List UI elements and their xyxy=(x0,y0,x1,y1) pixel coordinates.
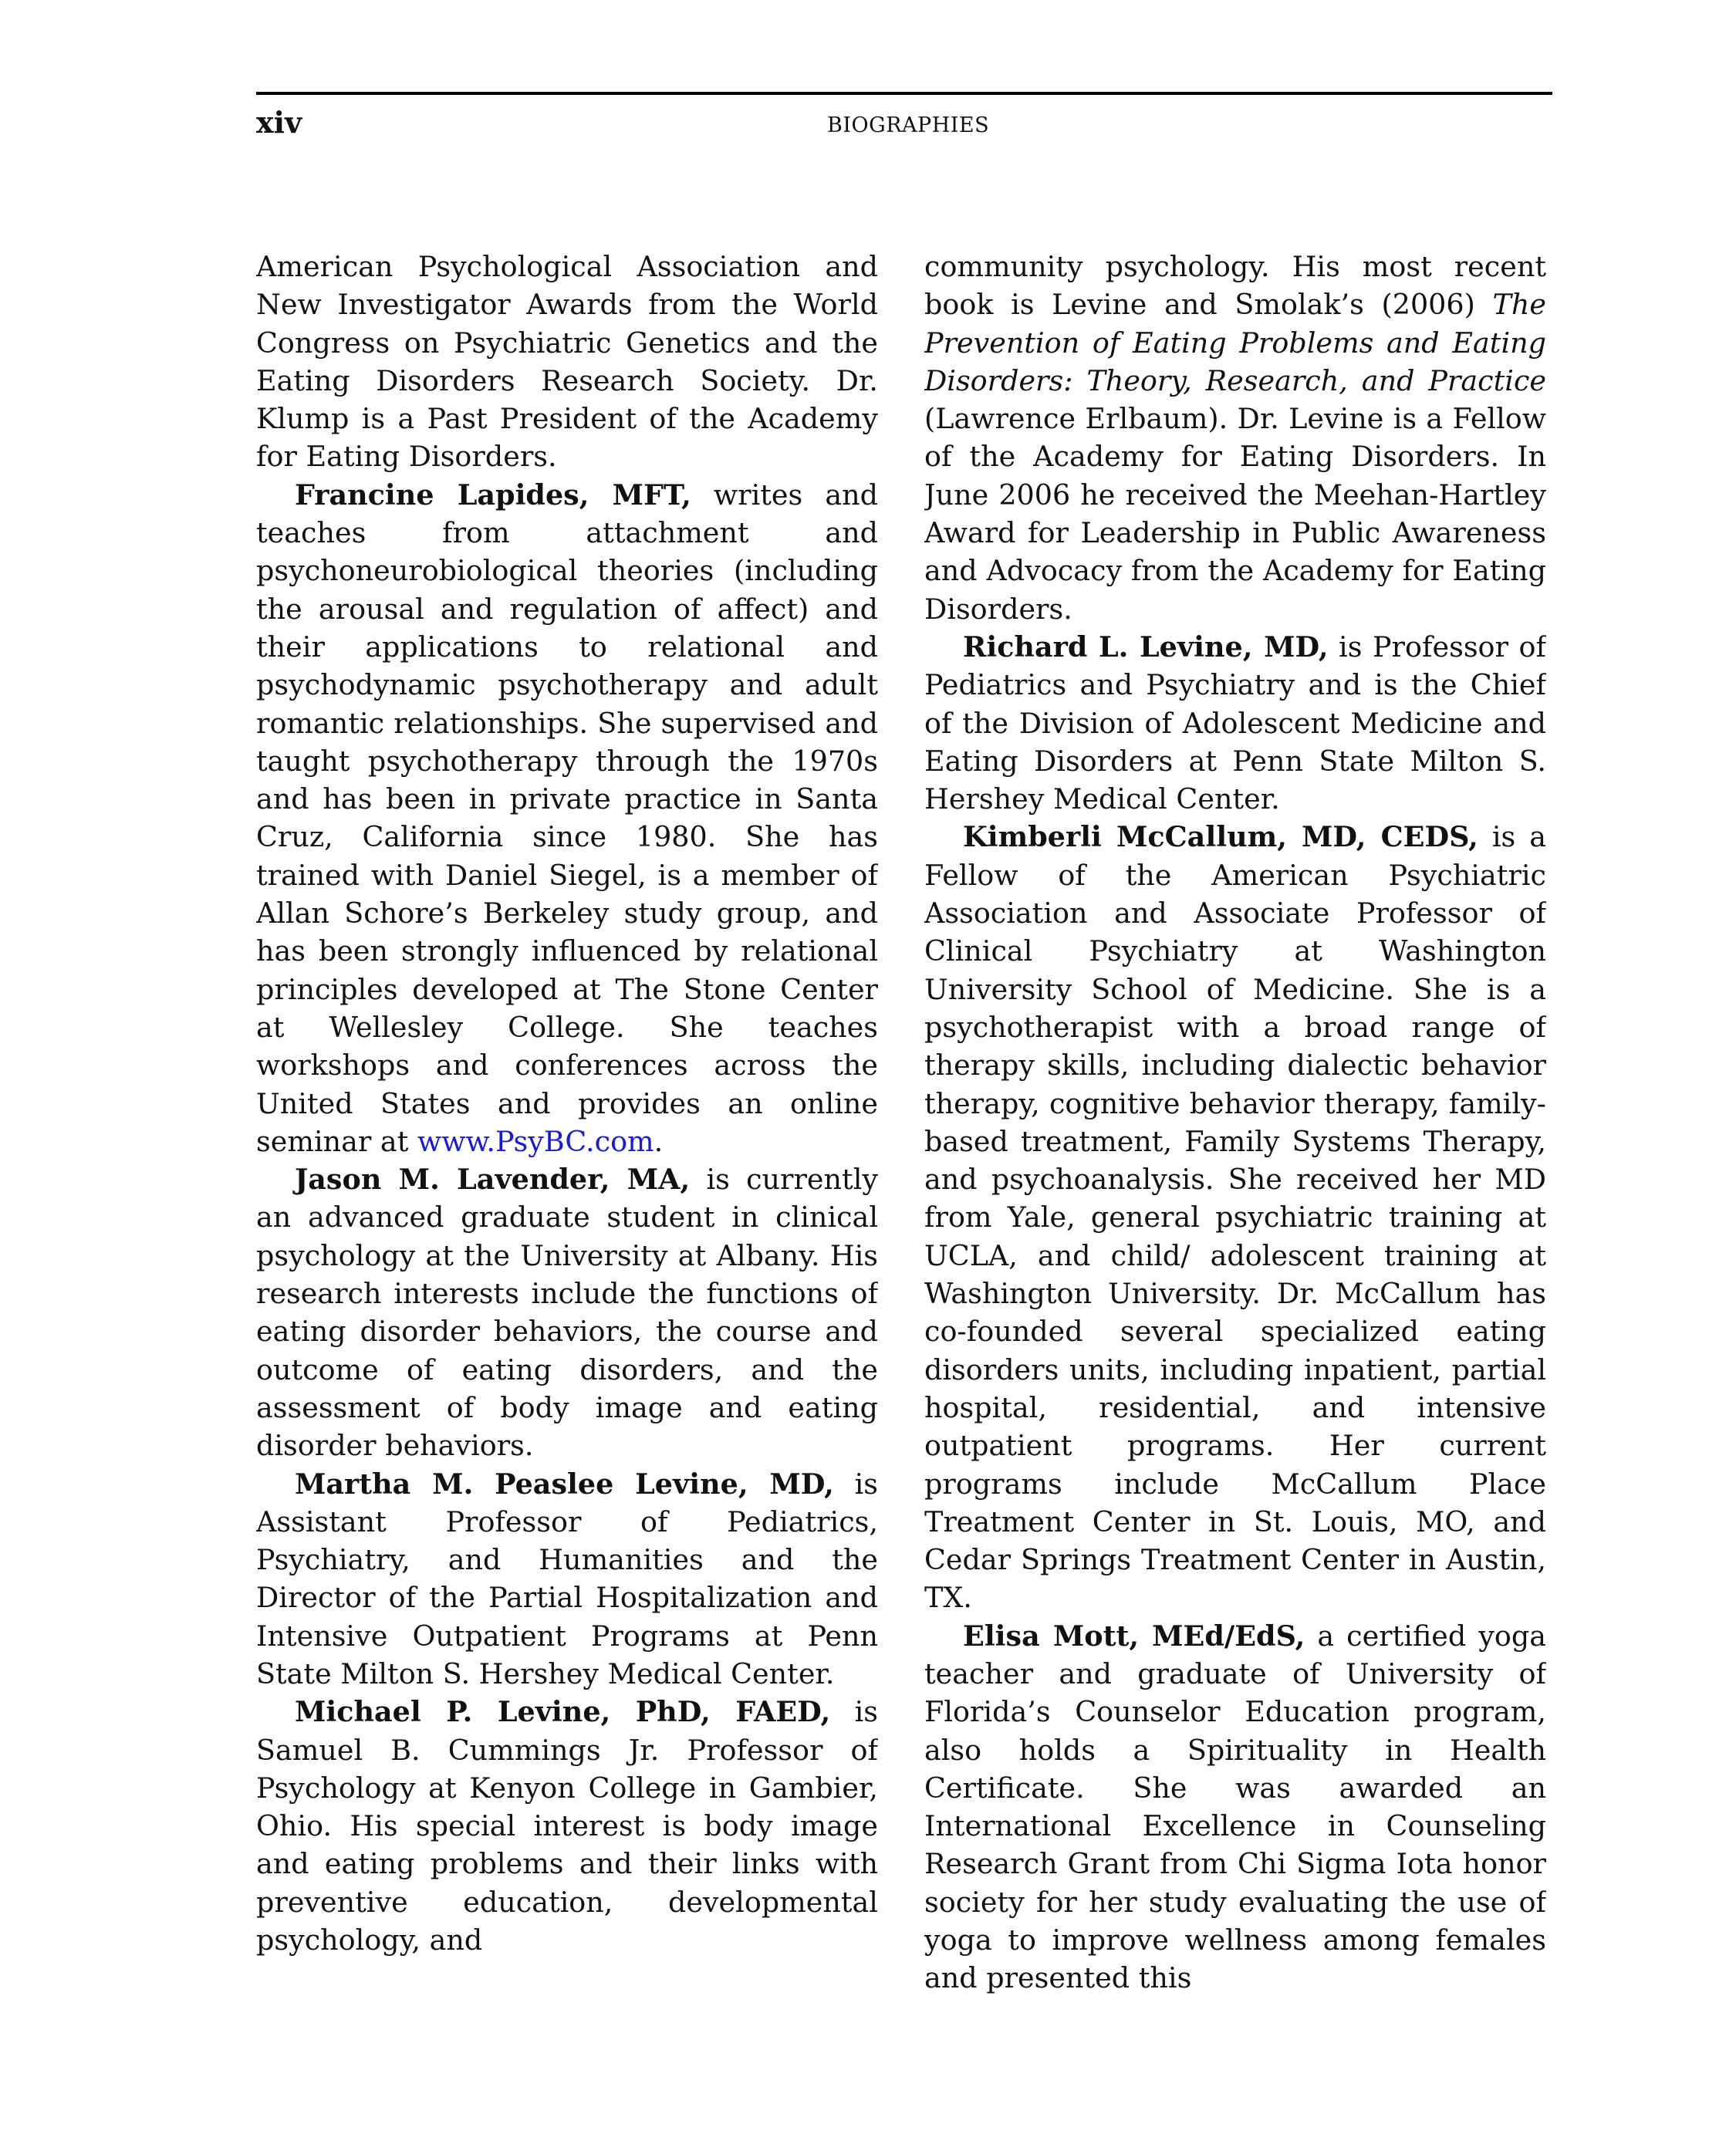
bio-name: Kimberli McCallum, MD, CEDS, xyxy=(963,820,1478,854)
bio-text: is a Fellow of the American Psychiatric Association and Associate Professor of Clinical Psychiatry at Washington University School of Medicine. She is a psychotherapist with a broad range of therapy skills, including dialectic behavior therapy, cognitive behavior therapy, family-based treatment, Family Systems Therapy, and psychoanalysis. She received her MD from Yale, general psychiatric training at UCLA, and child/ adolescent training at Washington University. Dr. McCallum has co-founded several specialized eating disorders units, including inpatient, partial hospital, residential, and intensive outpatient programs. Her current programs include McCallum Place Treatment Center in St. Louis, MO, and Cedar Springs Treatment Center in Austin, TX. xyxy=(924,820,1546,1615)
bio-name: Jason M. Lavender, MA, xyxy=(295,1163,691,1197)
bio-text: community psychology. His most recent book is Levine and Smolak’s (2006) xyxy=(924,250,1546,322)
bio-paragraph-lavender xyxy=(256,1160,878,1464)
header-rule xyxy=(256,92,1552,95)
bio-paragraph-mott xyxy=(924,1617,1546,1997)
right-column xyxy=(924,248,1546,2022)
bio-name: Elisa Mott, MEd/EdS, xyxy=(963,1619,1305,1653)
bio-name: Martha M. Peaslee Levine, MD, xyxy=(295,1467,834,1501)
bio-paragraph-lapides xyxy=(256,476,878,1160)
bio-text: is currently an advanced graduate student in clinical psychology at the University at Albany. His research interests include the functions of eating disorder behaviors, the course and outcome of eating disorders, and the assessment of body image and eating disorder behaviors. xyxy=(256,1163,878,1463)
bio-text: a certified yoga teacher and graduate of University of Florida’s Counselor Education program, also holds a Spirituality in Health Certificate. She was awarded an International Excellence in Counseling Research Grant from Chi Sigma Iota honor society for her study evaluating the use of yoga to improve wellness among females and presented this xyxy=(924,1619,1546,1995)
left-column xyxy=(256,248,878,2022)
bio-paragraph-michael-levine-continued xyxy=(924,248,1546,628)
bio-text: American Psychological Association and New Investigator Awards from the World Congress on Psychiatric Genetics and the Eating Disorders Research Society. Dr. Klump is a Past President of the Academy for Eating Disorders. xyxy=(256,250,878,474)
bio-text: writes and teaches from attachment and psychoneurobiological theories (including the arousal and regulation of affect) and their applications to relational and psychodynamic psychotherapy and adult romantic relationships. She supervised and taught psychotherapy through the 1970s and has been in private practice in Santa Cruz, California since 1980. She has trained with Daniel Siegel, is a member of Allan Schore’s Berkeley study group, and has been strongly influenced by relational principles developed at The Stone Center at Wellesley College. She teaches workshops and conferences across the United States and provides an online seminar at xyxy=(256,478,878,1158)
bio-text-end: . xyxy=(654,1124,664,1158)
running-head: BIOGRAPHIES xyxy=(827,113,990,137)
bio-paragraph-klump-continued xyxy=(256,248,878,476)
bio-text: is Samuel B. Cummings Jr. Professor of Psychology at Kenyon College in Gambier, Ohio. His special interest is body image and eating problems and their links with preventive education, developmental psychology, and xyxy=(256,1695,878,1957)
bio-paragraph-mccallum xyxy=(924,818,1546,1616)
bio-text-end: (Lawrence Erlbaum). Dr. Levine is a Fellow of the Academy for Eating Disorders. In June 2006 he received the Meehan-Hartley Award for Leadership in Public Awareness and Advocacy from the Academy for Eating Disorders. xyxy=(924,402,1546,626)
bio-paragraph-martha-levine xyxy=(256,1465,878,1694)
bio-text: is Professor of Pediatrics and Psychiatry and is the Chief of the Division of Adolescent Medicine and Eating Disorders at Penn State Milton S. Hershey Medical Center. xyxy=(924,630,1546,816)
psybc-link[interactable]: www.PsyBC.com xyxy=(417,1124,654,1158)
bio-name: Francine Lapides, MFT, xyxy=(295,478,691,512)
bio-paragraph-richard-levine xyxy=(924,628,1546,818)
page-number: xiv xyxy=(256,105,302,140)
bio-name: Richard L. Levine, MD, xyxy=(963,630,1329,664)
bio-name: Michael P. Levine, PhD, FAED, xyxy=(295,1695,831,1729)
bio-text: is Assistant Professor of Pediatrics, Psychiatry, and Humanities and the Director of the Partial Hospitalization and Intensive Outpatient Programs at Penn State Milton S. Hershey Medical Center. xyxy=(256,1467,878,1690)
bio-paragraph-michael-levine xyxy=(256,1693,878,1959)
book-title: The Prevention of Eating Problems and Eating Disorders: Theory, Research, and Practice xyxy=(924,288,1546,397)
